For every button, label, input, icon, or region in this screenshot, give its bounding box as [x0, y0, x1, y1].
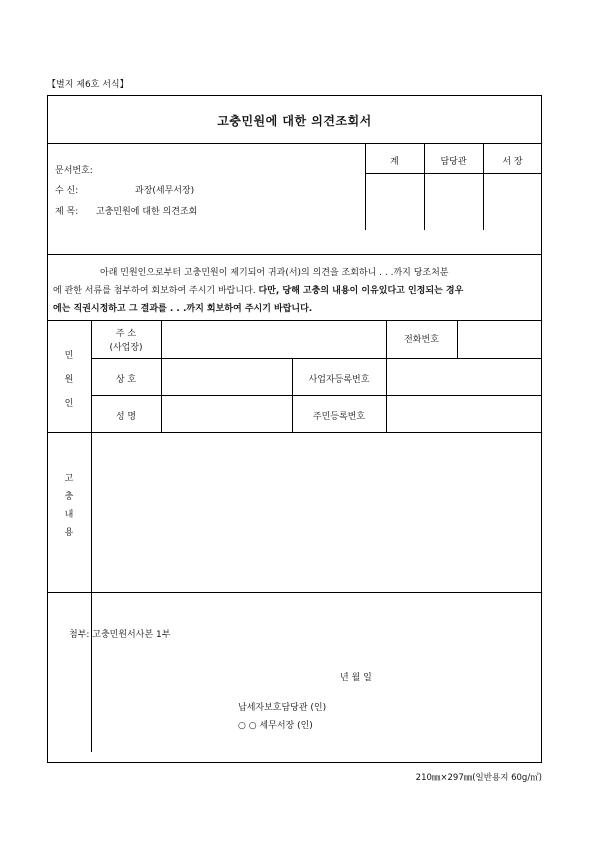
doc-no-label: 문서번호:: [55, 166, 93, 176]
attachment-note: 첨부: 고충민원서사본 1부: [69, 630, 171, 640]
form-frame: [47, 95, 542, 763]
approval-col-officer: 담당관: [440, 157, 467, 167]
approval-col-chief: 서 장: [502, 157, 523, 167]
address-sub-label: (사업장): [109, 343, 143, 353]
divider: [91, 395, 542, 396]
recipient-label: 수 신:: [55, 186, 79, 196]
divider: [161, 320, 162, 432]
phone-label: 전화번호: [404, 335, 439, 345]
divider: [457, 320, 458, 358]
recipient-value: 과장(세무서장): [135, 186, 195, 196]
complainant-side-1: 민: [64, 351, 74, 361]
name-label: 성 명: [115, 412, 137, 422]
biz-reg-label: 사업자등록번호: [308, 375, 370, 385]
address-label: 주 소: [115, 329, 137, 339]
complainant-side-2: 원: [64, 375, 74, 385]
signer-chief: ○ ○ 세무서장 (인): [238, 721, 313, 731]
form-label: 【별지 제6호 서식】: [47, 80, 129, 90]
grievance-side-3: 내: [64, 510, 74, 520]
complainant-side-3: 인: [64, 399, 74, 409]
grievance-side-4: 용: [64, 528, 74, 538]
subject-label: 제 목:: [55, 207, 79, 217]
divider: [91, 358, 542, 359]
signer-officer: 납세자보호담당관 (인): [238, 703, 327, 713]
body-line-1: 아래 민원인으로부터 고충민원이 제기되어 귀과(서)의 의견을 조회하니 . . .까지 당조처분: [100, 268, 449, 278]
approval-col-staff: 계: [390, 157, 399, 167]
trade-name-label: 상 호: [115, 375, 137, 385]
divider: [47, 254, 542, 255]
grievance-side-1: 고: [64, 474, 74, 484]
body-line-2: [53, 283, 463, 296]
body-line-3: 에는 직권시정하고 그 결과를 . . .까지 회보하여 주시기 바랍니다.: [53, 304, 313, 314]
divider: [47, 320, 542, 321]
paper-spec: 210㎜×297㎜(일반용지 60g/㎡): [415, 773, 542, 783]
page-title: 고충민원에 대한 의견조회서: [217, 114, 372, 128]
divider: [47, 432, 542, 433]
divider: [47, 592, 542, 593]
body-line-2-bold: 다만, 당해 고충의 내용이 이유있다고 인정되는 경우: [258, 286, 464, 296]
date-line: 년 월 일: [340, 673, 372, 683]
grievance-side-2: 충: [64, 492, 74, 502]
divider: [47, 143, 542, 144]
body-line-2-normal: 에 관한 서류를 첨부하여 회보하여 주시기 바랍니다.: [53, 286, 259, 296]
resident-reg-label: 주민등록번호: [312, 412, 366, 422]
divider: [365, 173, 542, 174]
subject-value: 고충민원에 대한 의견조회: [96, 207, 198, 217]
